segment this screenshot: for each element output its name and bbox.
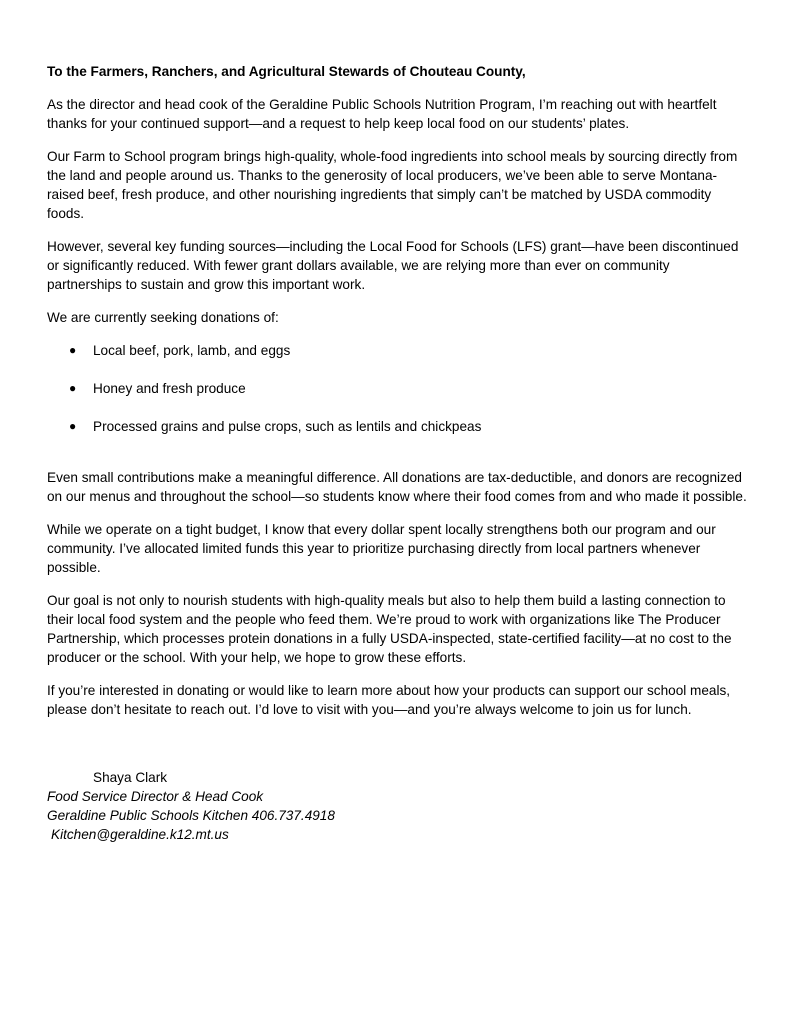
signer-name: Shaya Clark bbox=[93, 770, 168, 785]
paragraph-contributions: Even small contributions make a meaningful difference. All donations are tax-deductible, and donors are recognized on our menus and throughout the school—so students know where their food comes from and who made it possible. bbox=[47, 470, 747, 504]
paragraph-intro-thanks: As the director and head cook of the Geraldine Public Schools Nutrition Program, I’m reaching out with heartfelt thanks for your continued support—and a request to help keep local food on our students’ plates. bbox=[47, 97, 717, 131]
bullet-icon: ● bbox=[69, 419, 77, 433]
list-item-text: Local beef, pork, lamb, and eggs bbox=[93, 343, 291, 358]
paragraph-goal: Our goal is not only to nourish students with high-quality meals but also to help them build a lasting connection to their local food system and the people who feed them. We’re proud to work with organizations like The Producer Partnership, which processes protein donations in a fully USDA-inspected, state-certified facility—at no cost to the producer or the school. With your help, we hope to grow these efforts. bbox=[47, 593, 732, 665]
letter-page bbox=[47, 62, 747, 844]
signer-organization-phone: Geraldine Public Schools Kitchen 406.737.4918 bbox=[47, 808, 335, 823]
list-item-text: Honey and fresh produce bbox=[93, 381, 246, 396]
paragraph-farm-to-school: Our Farm to School program brings high-quality, whole-food ingredients into school meals by sourcing directly from the land and people around us. Thanks to the generosity of local producers, we’ve been able to serve Montana-raised beef, fresh produce, and other nourishing ingredients that simply can’t be matched by USDA commodity foods. bbox=[47, 149, 738, 221]
salutation: To the Farmers, Ranchers, and Agricultural Stewards of Chouteau County, bbox=[47, 64, 526, 79]
signature-block bbox=[47, 768, 747, 844]
signer-title: Food Service Director & Head Cook bbox=[47, 789, 264, 804]
bullet-icon: ● bbox=[69, 381, 77, 395]
paragraph-seeking-donations: We are currently seeking donations of: bbox=[47, 310, 279, 325]
signer-email: Kitchen@geraldine.k12.mt.us bbox=[51, 827, 229, 842]
list-item bbox=[47, 341, 747, 360]
list-item bbox=[47, 379, 747, 398]
paragraph-budget: While we operate on a tight budget, I know that every dollar spent locally strengthens both our program and our community. I’ve allocated limited funds this year to prioritize purchasing directly from local partners whenever possible. bbox=[47, 522, 716, 575]
bullet-icon: ● bbox=[69, 343, 77, 357]
paragraph-contact: If you’re interested in donating or would like to learn more about how your products can support our school meals, please don’t hesitate to reach out. I’d love to visit with you—and you’re always welcome to join us for lunch. bbox=[47, 683, 731, 717]
list-item-text: Processed grains and pulse crops, such as lentils and chickpeas bbox=[93, 419, 482, 434]
list-item bbox=[47, 417, 747, 436]
donation-list bbox=[47, 341, 747, 436]
paragraph-funding: However, several key funding sources—including the Local Food for Schools (LFS) grant—have been discontinued or significantly reduced. With fewer grant dollars available, we are relying more than ever on community partnerships to sustain and grow this important work. bbox=[47, 239, 739, 292]
